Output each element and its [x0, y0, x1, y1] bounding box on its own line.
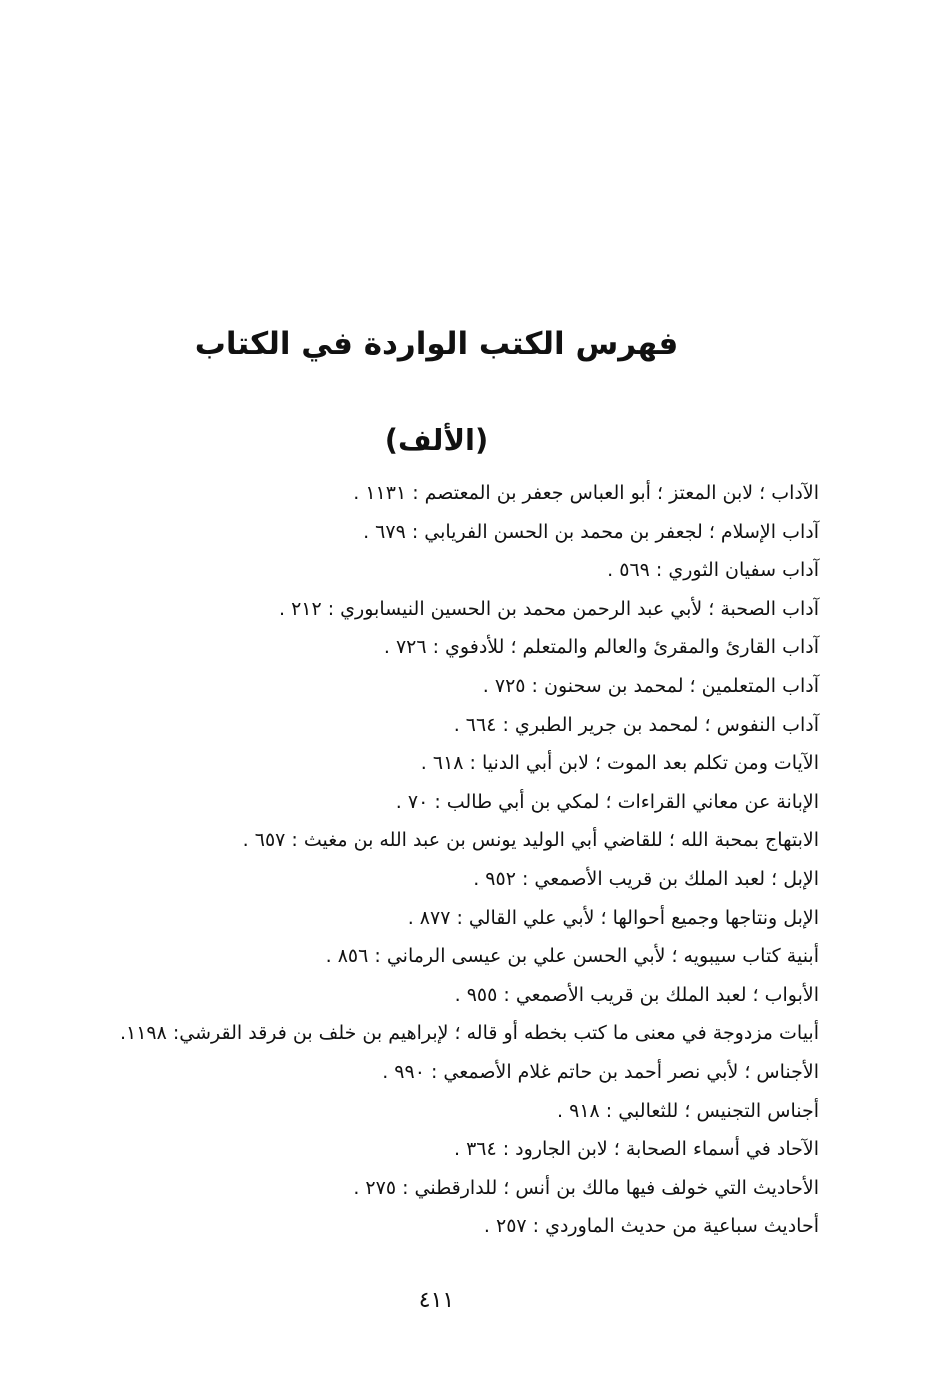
index-entry: آداب الإسلام ؛ لجعفر بن محمد بن الحسن الفريابي : ٦٧٩ . [363, 520, 819, 543]
index-entry: آداب القارئ والمقرئ والعالم والمتعلم ؛ للأدفوي : ٧٢٦ . [383, 636, 819, 659]
index-entry: الأحاديث التي خولف فيها مالك بن أنس ؛ للدارقطني : ٢٧٥ . [353, 1176, 819, 1199]
index-entry: الآداب ؛ لابن المعتز ؛ أبو العباس جعفر بن المعتصم : ١١٣١ . [353, 482, 819, 504]
index-entry: أجناس التجنيس ؛ للثعالبي : ٩١٨ . [557, 1099, 819, 1122]
section-heading: (الألف) [384, 423, 489, 457]
index-entry: الإبل ونتاجها وجميع أحوالها ؛ لأبي علي القالي : ٨٧٧ . [407, 906, 819, 929]
index-entry: أحاديث سباعية من حديث الماوردي : ٢٥٧ . [483, 1215, 819, 1238]
index-entry: الابتهاج بمحبة الله ؛ للقاضي أبي الوليد يونس بن عبد الله بن مغيث : ٦٥٧ . [242, 829, 819, 852]
index-entry: آداب سفيان الثوري : ٥٦٩ . [607, 559, 819, 582]
index-entry: آداب المتعلمين ؛ لمحمد بن سحنون : ٧٢٥ . [482, 674, 819, 697]
index-entry: أبيات مزدوجة في معنى ما كتب بخطه أو قاله ؛ لإبراهيم بن خلف بن فرقد القرشي: ١١٩٨. [119, 1022, 819, 1045]
index-entry: الأبواب ؛ لعبد الملك بن قريب الأصمعي : ٩٥٥ . [454, 983, 819, 1006]
index-entry: الآحاد في أسماء الصحابة ؛ لابن الجارود : ٣٦٤ . [453, 1138, 819, 1161]
page-title: فهرس الكتب الواردة في الكتاب [194, 326, 679, 362]
index-entry: الإبل ؛ لعبد الملك بن قريب الأصمعي : ٩٥٢ . [473, 867, 819, 890]
index-entry: الإبانة عن معاني القراءات ؛ لمكي بن أبي طالب : ٧٠ . [395, 790, 819, 813]
book-index-list [19, 474, 819, 1246]
index-entry: الأجناس ؛ لأبي نصر أحمد بن حاتم غلام الأصمعي : ٩٩٠ . [382, 1060, 819, 1083]
index-entry: آداب الصحبة ؛ لأبي عبد الرحمن محمد بن الحسين النيسابوري : ٢١٢ . [278, 597, 819, 620]
page-number: ٤١١ [418, 1288, 455, 1313]
index-entry: أبنية كتاب سيبويه ؛ لأبي الحسن علي بن عيسى الرماني : ٨٥٦ . [325, 945, 819, 968]
index-entry: الآيات ومن تكلم بعد الموت ؛ لابن أبي الدنيا : ٦١٨ . [420, 752, 819, 775]
index-entry: آداب النفوس ؛ لمحمد بن جرير الطبري : ٦٦٤ . [453, 713, 819, 736]
